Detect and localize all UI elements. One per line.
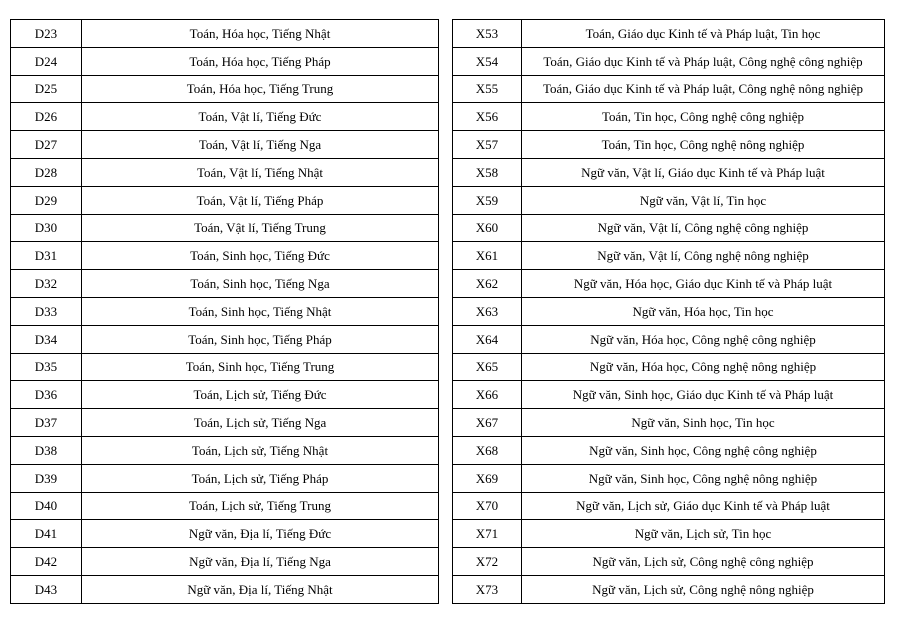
combination-code: D31 [11,242,82,270]
table-row [453,75,885,103]
table-row [11,436,439,464]
right-combination-table [452,19,885,604]
combination-code: X56 [453,103,522,131]
table-row [453,409,885,437]
combination-code: X55 [453,75,522,103]
table-row [453,103,885,131]
combination-subjects: Toán, Lịch sử, Tiếng Trung [82,492,439,520]
combination-code: D35 [11,353,82,381]
table-row [11,353,439,381]
combination-code: D42 [11,548,82,576]
table-row [11,297,439,325]
table-row [453,186,885,214]
combination-subjects: Toán, Vật lí, Tiếng Pháp [82,186,439,214]
table-row [453,214,885,242]
combination-code: X65 [453,353,522,381]
combination-subjects: Ngữ văn, Lịch sử, Công nghệ nông nghiệp [522,575,885,603]
table-row [453,131,885,159]
combination-subjects: Ngữ văn, Sinh học, Giáo dục Kinh tế và Pháp luật [522,381,885,409]
combination-subjects: Toán, Sinh học, Tiếng Trung [82,353,439,381]
combination-code: X72 [453,548,522,576]
combination-subjects: Toán, Sinh học, Tiếng Nga [82,270,439,298]
combination-code: X68 [453,436,522,464]
table-row [11,575,439,603]
table-row [453,242,885,270]
table-row [11,103,439,131]
combination-subjects: Toán, Hóa học, Tiếng Pháp [82,47,439,75]
combination-code: D24 [11,47,82,75]
combination-code: X67 [453,409,522,437]
combination-subjects: Ngữ văn, Vật lí, Giáo dục Kinh tế và Pháp luật [522,158,885,186]
combination-subjects: Ngữ văn, Vật lí, Công nghệ nông nghiệp [522,242,885,270]
combination-subjects: Toán, Giáo dục Kinh tế và Pháp luật, Công nghệ nông nghiệp [522,75,885,103]
combination-code: X53 [453,20,522,48]
left-table-body [11,20,439,604]
combination-subjects: Toán, Sinh học, Tiếng Đức [82,242,439,270]
combination-subjects: Ngữ văn, Hóa học, Giáo dục Kinh tế và Pháp luật [522,270,885,298]
table-row [11,214,439,242]
combination-code: X57 [453,131,522,159]
combination-code: D40 [11,492,82,520]
combination-subjects: Toán, Lịch sử, Tiếng Nga [82,409,439,437]
combination-code: D23 [11,20,82,48]
combination-code: X54 [453,47,522,75]
combination-subjects: Toán, Vật lí, Tiếng Nga [82,131,439,159]
combination-code: X62 [453,270,522,298]
combination-subjects: Ngữ văn, Hóa học, Công nghệ nông nghiệp [522,353,885,381]
combination-subjects: Ngữ văn, Hóa học, Công nghệ công nghiệp [522,325,885,353]
table-row [453,575,885,603]
combination-subjects: Ngữ văn, Vật lí, Tin học [522,186,885,214]
table-row [11,20,439,48]
combination-subjects: Toán, Sinh học, Tiếng Nhật [82,297,439,325]
combination-subjects: Toán, Lịch sử, Tiếng Pháp [82,464,439,492]
table-row [11,464,439,492]
table-row [11,520,439,548]
combination-code: D43 [11,575,82,603]
table-row [453,464,885,492]
combination-subjects: Toán, Hóa học, Tiếng Nhật [82,20,439,48]
combination-code: D25 [11,75,82,103]
combination-code: X59 [453,186,522,214]
combination-subjects: Ngữ văn, Lịch sử, Công nghệ công nghiệp [522,548,885,576]
combination-subjects: Ngữ văn, Địa lí, Tiếng Đức [82,520,439,548]
combination-code: X58 [453,158,522,186]
combination-code: X66 [453,381,522,409]
combination-code: D27 [11,131,82,159]
combination-code: D37 [11,409,82,437]
table-row [11,242,439,270]
combination-code: D26 [11,103,82,131]
combination-subjects: Toán, Vật lí, Tiếng Trung [82,214,439,242]
table-row [11,548,439,576]
combination-code: X64 [453,325,522,353]
table-row [453,381,885,409]
combination-subjects: Toán, Giáo dục Kinh tế và Pháp luật, Công nghệ công nghiệp [522,47,885,75]
combination-subjects: Ngữ văn, Sinh học, Công nghệ nông nghiệp [522,464,885,492]
combination-subjects: Ngữ văn, Lịch sử, Giáo dục Kinh tế và Pháp luật [522,492,885,520]
table-row [453,47,885,75]
combination-subjects: Toán, Tin học, Công nghệ nông nghiệp [522,131,885,159]
combination-subjects: Toán, Lịch sử, Tiếng Nhật [82,436,439,464]
combination-code: D29 [11,186,82,214]
table-row [453,20,885,48]
combination-subjects: Ngữ văn, Vật lí, Công nghệ công nghiệp [522,214,885,242]
combination-subjects: Ngữ văn, Sinh học, Tin học [522,409,885,437]
combination-subjects: Ngữ văn, Địa lí, Tiếng Nhật [82,575,439,603]
combination-subjects: Toán, Lịch sử, Tiếng Đức [82,381,439,409]
table-row [11,409,439,437]
combination-subjects: Toán, Giáo dục Kinh tế và Pháp luật, Tin học [522,20,885,48]
combination-subjects: Ngữ văn, Địa lí, Tiếng Nga [82,548,439,576]
combination-code: X63 [453,297,522,325]
combination-code: X73 [453,575,522,603]
combination-code: X69 [453,464,522,492]
table-row [453,436,885,464]
combination-code: D38 [11,436,82,464]
combination-subjects: Toán, Vật lí, Tiếng Đức [82,103,439,131]
table-row [453,492,885,520]
table-row [11,492,439,520]
combination-code: D30 [11,214,82,242]
combination-code: D32 [11,270,82,298]
table-row [11,131,439,159]
table-row [453,297,885,325]
combination-code: D34 [11,325,82,353]
table-row [453,158,885,186]
table-row [11,186,439,214]
table-row [11,158,439,186]
combination-code: X60 [453,214,522,242]
combination-code: D36 [11,381,82,409]
right-table-body [453,20,885,604]
table-row [11,47,439,75]
table-row [453,520,885,548]
combination-subjects: Toán, Vật lí, Tiếng Nhật [82,158,439,186]
table-row [453,353,885,381]
combination-code: D39 [11,464,82,492]
combination-code: D28 [11,158,82,186]
table-row [11,325,439,353]
combination-code: X70 [453,492,522,520]
combination-subjects: Toán, Tin học, Công nghệ công nghiệp [522,103,885,131]
combination-subjects: Ngữ văn, Lịch sử, Tin học [522,520,885,548]
combination-subjects: Toán, Hóa học, Tiếng Trung [82,75,439,103]
combination-code: X61 [453,242,522,270]
combination-code: D33 [11,297,82,325]
left-combination-table [10,19,439,604]
table-row [453,325,885,353]
combination-code: D41 [11,520,82,548]
table-row [11,381,439,409]
combination-subjects: Ngữ văn, Sinh học, Công nghệ công nghiệp [522,436,885,464]
combination-code: X71 [453,520,522,548]
table-row [11,270,439,298]
combination-subjects: Toán, Sinh học, Tiếng Pháp [82,325,439,353]
table-row [453,270,885,298]
table-row [11,75,439,103]
combination-subjects: Ngữ văn, Hóa học, Tin học [522,297,885,325]
table-row [453,548,885,576]
